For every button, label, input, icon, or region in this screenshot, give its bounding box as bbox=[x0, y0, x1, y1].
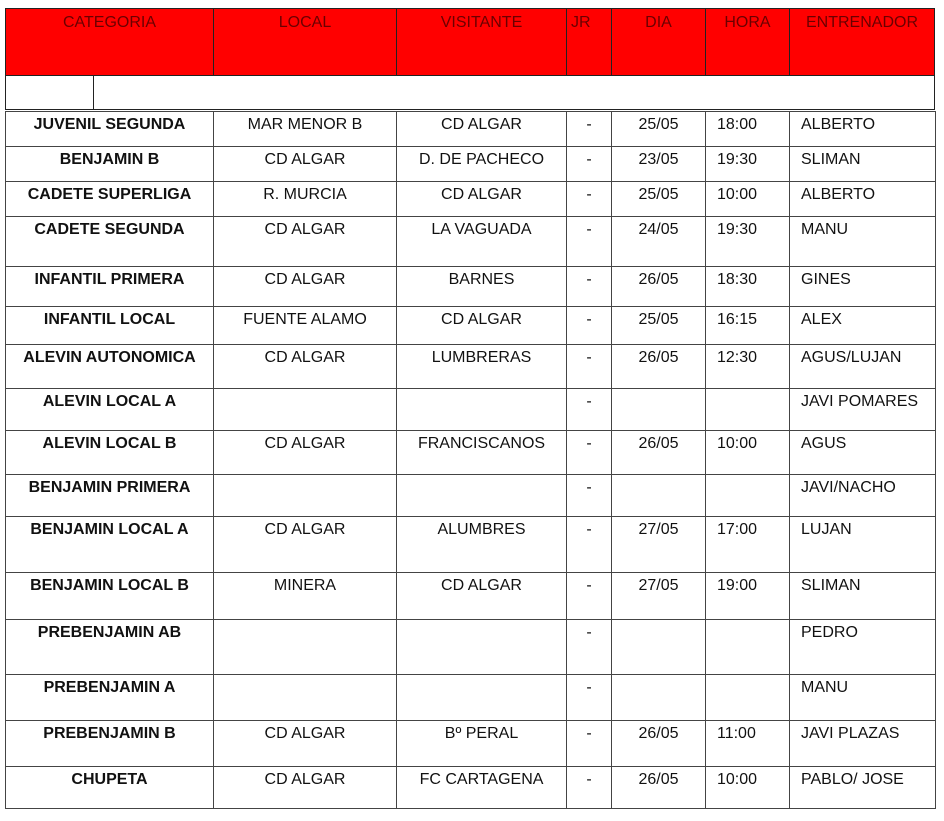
cell-jr: - bbox=[567, 517, 612, 573]
cell-hora: 11:00 bbox=[706, 721, 790, 767]
table-row bbox=[6, 620, 936, 675]
header-dia: DIA bbox=[612, 9, 706, 75]
cell-dia: 25/05 bbox=[612, 112, 706, 147]
cell-visitante: CD ALGAR bbox=[397, 573, 567, 620]
cell-categoria: ALEVIN AUTONOMICA bbox=[6, 345, 214, 389]
schedule-table bbox=[5, 111, 936, 809]
cell-hora bbox=[706, 620, 790, 675]
cell-entrenador: SLIMAN bbox=[790, 573, 936, 620]
cell-visitante: LUMBRERAS bbox=[397, 345, 567, 389]
table-row bbox=[6, 112, 936, 147]
cell-jr: - bbox=[567, 267, 612, 307]
cell-jr: - bbox=[567, 767, 612, 809]
cell-entrenador: MANU bbox=[790, 675, 936, 721]
cell-visitante: FC CARTAGENA bbox=[397, 767, 567, 809]
cell-local: CD ALGAR bbox=[214, 721, 397, 767]
spacer-row bbox=[5, 76, 935, 110]
cell-visitante: BARNES bbox=[397, 267, 567, 307]
cell-dia: 25/05 bbox=[612, 307, 706, 345]
cell-jr: - bbox=[567, 345, 612, 389]
cell-jr: - bbox=[567, 475, 612, 517]
table-row bbox=[6, 675, 936, 721]
cell-categoria: BENJAMIN B bbox=[6, 147, 214, 182]
table-row bbox=[6, 517, 936, 573]
cell-hora: 19:00 bbox=[706, 573, 790, 620]
cell-local bbox=[214, 675, 397, 721]
cell-entrenador: GINES bbox=[790, 267, 936, 307]
cell-visitante: CD ALGAR bbox=[397, 307, 567, 345]
table-row bbox=[6, 431, 936, 475]
cell-hora: 19:30 bbox=[706, 147, 790, 182]
cell-jr: - bbox=[567, 620, 612, 675]
cell-jr: - bbox=[567, 217, 612, 267]
cell-local bbox=[214, 475, 397, 517]
cell-hora: 10:00 bbox=[706, 182, 790, 217]
cell-dia bbox=[612, 675, 706, 721]
table-row bbox=[6, 307, 936, 345]
cell-dia: 27/05 bbox=[612, 573, 706, 620]
cell-hora bbox=[706, 675, 790, 721]
table-row bbox=[6, 573, 936, 620]
cell-dia: 27/05 bbox=[612, 517, 706, 573]
cell-categoria: PREBENJAMIN A bbox=[6, 675, 214, 721]
cell-entrenador: ALBERTO bbox=[790, 112, 936, 147]
cell-categoria: PREBENJAMIN AB bbox=[6, 620, 214, 675]
cell-local: CD ALGAR bbox=[214, 517, 397, 573]
schedule-sheet bbox=[5, 8, 935, 813]
header-entrenador: ENTRENADOR bbox=[805, 14, 918, 31]
cell-hora: 19:30 bbox=[706, 217, 790, 267]
cell-entrenador: ALEX bbox=[790, 307, 936, 345]
cell-categoria: INFANTIL LOCAL bbox=[6, 307, 214, 345]
cell-local: CD ALGAR bbox=[214, 147, 397, 182]
cell-categoria: BENJAMIN LOCAL B bbox=[6, 573, 214, 620]
header-jr: JR bbox=[567, 9, 612, 75]
cell-dia bbox=[612, 389, 706, 431]
cell-dia: 26/05 bbox=[612, 431, 706, 475]
cell-categoria: CADETE SEGUNDA bbox=[6, 217, 214, 267]
cell-hora: 18:00 bbox=[706, 112, 790, 147]
table-row bbox=[6, 147, 936, 182]
table-row bbox=[6, 217, 936, 267]
cell-entrenador: PEDRO bbox=[790, 620, 936, 675]
cell-local bbox=[214, 620, 397, 675]
cell-categoria: ALEVIN LOCAL B bbox=[6, 431, 214, 475]
table-row bbox=[6, 721, 936, 767]
cell-jr: - bbox=[567, 721, 612, 767]
cell-dia: 23/05 bbox=[612, 147, 706, 182]
cell-entrenador: JAVI POMARES bbox=[790, 389, 936, 431]
cell-visitante bbox=[397, 389, 567, 431]
cell-local: CD ALGAR bbox=[214, 431, 397, 475]
cell-hora: 18:30 bbox=[706, 267, 790, 307]
cell-jr: - bbox=[567, 307, 612, 345]
cell-jr: - bbox=[567, 147, 612, 182]
cell-visitante: CD ALGAR bbox=[397, 182, 567, 217]
cell-local: R. MURCIA bbox=[214, 182, 397, 217]
table-row bbox=[6, 345, 936, 389]
cell-entrenador: PABLO/ JOSE bbox=[790, 767, 936, 809]
cell-local: MINERA bbox=[214, 573, 397, 620]
cell-dia: 25/05 bbox=[612, 182, 706, 217]
header-row bbox=[5, 8, 935, 76]
table-row bbox=[6, 182, 936, 217]
header-visitante: VISITANTE bbox=[397, 9, 567, 75]
cell-local: CD ALGAR bbox=[214, 767, 397, 809]
cell-entrenador: MANU bbox=[790, 217, 936, 267]
cell-dia: 26/05 bbox=[612, 721, 706, 767]
cell-categoria: JUVENIL SEGUNDA bbox=[6, 112, 214, 147]
cell-jr: - bbox=[567, 431, 612, 475]
cell-hora bbox=[706, 389, 790, 431]
cell-jr: - bbox=[567, 112, 612, 147]
cell-local: CD ALGAR bbox=[214, 345, 397, 389]
table-row bbox=[6, 767, 936, 809]
cell-entrenador: LUJAN bbox=[790, 517, 936, 573]
table-row bbox=[6, 389, 936, 431]
cell-visitante: LA VAGUADA bbox=[397, 217, 567, 267]
cell-jr: - bbox=[567, 389, 612, 431]
cell-categoria: PREBENJAMIN B bbox=[6, 721, 214, 767]
cell-jr: - bbox=[567, 573, 612, 620]
cell-categoria: CHUPETA bbox=[6, 767, 214, 809]
cell-hora: 10:00 bbox=[706, 431, 790, 475]
header-local: LOCAL bbox=[214, 9, 397, 75]
cell-entrenador: JAVI PLAZAS bbox=[790, 721, 936, 767]
cell-visitante bbox=[397, 475, 567, 517]
cell-hora: 17:00 bbox=[706, 517, 790, 573]
cell-entrenador: JAVI/NACHO bbox=[790, 475, 936, 517]
cell-hora: 10:00 bbox=[706, 767, 790, 809]
cell-entrenador: AGUS bbox=[790, 431, 936, 475]
cell-visitante bbox=[397, 675, 567, 721]
cell-categoria: BENJAMIN LOCAL A bbox=[6, 517, 214, 573]
cell-hora: 16:15 bbox=[706, 307, 790, 345]
cell-hora bbox=[706, 475, 790, 517]
cell-dia: 24/05 bbox=[612, 217, 706, 267]
cell-visitante: ALUMBRES bbox=[397, 517, 567, 573]
cell-entrenador: ALBERTO bbox=[790, 182, 936, 217]
table-row bbox=[6, 267, 936, 307]
cell-dia bbox=[612, 475, 706, 517]
cell-hora: 12:30 bbox=[706, 345, 790, 389]
cell-dia: 26/05 bbox=[612, 345, 706, 389]
cell-dia: 26/05 bbox=[612, 267, 706, 307]
cell-categoria: CADETE SUPERLIGA bbox=[6, 182, 214, 217]
cell-dia bbox=[612, 620, 706, 675]
cell-local: CD ALGAR bbox=[214, 267, 397, 307]
cell-categoria: BENJAMIN PRIMERA bbox=[6, 475, 214, 517]
cell-visitante: Bº PERAL bbox=[397, 721, 567, 767]
cell-categoria: ALEVIN LOCAL A bbox=[6, 389, 214, 431]
cell-visitante: D. DE PACHECO bbox=[397, 147, 567, 182]
cell-visitante bbox=[397, 620, 567, 675]
cell-jr: - bbox=[567, 675, 612, 721]
cell-local bbox=[214, 389, 397, 431]
cell-dia: 26/05 bbox=[612, 767, 706, 809]
header-categoria: CATEGORIA bbox=[6, 9, 214, 75]
cell-local: MAR MENOR B bbox=[214, 112, 397, 147]
cell-jr: - bbox=[567, 182, 612, 217]
cell-visitante: FRANCISCANOS bbox=[397, 431, 567, 475]
cell-local: CD ALGAR bbox=[214, 217, 397, 267]
header-hora: HORA bbox=[706, 9, 790, 75]
table-row bbox=[6, 475, 936, 517]
cell-entrenador: AGUS/LUJAN bbox=[790, 345, 936, 389]
cell-visitante: CD ALGAR bbox=[397, 112, 567, 147]
cell-entrenador: SLIMAN bbox=[790, 147, 936, 182]
cell-local: FUENTE ALAMO bbox=[214, 307, 397, 345]
cell-categoria: INFANTIL PRIMERA bbox=[6, 267, 214, 307]
